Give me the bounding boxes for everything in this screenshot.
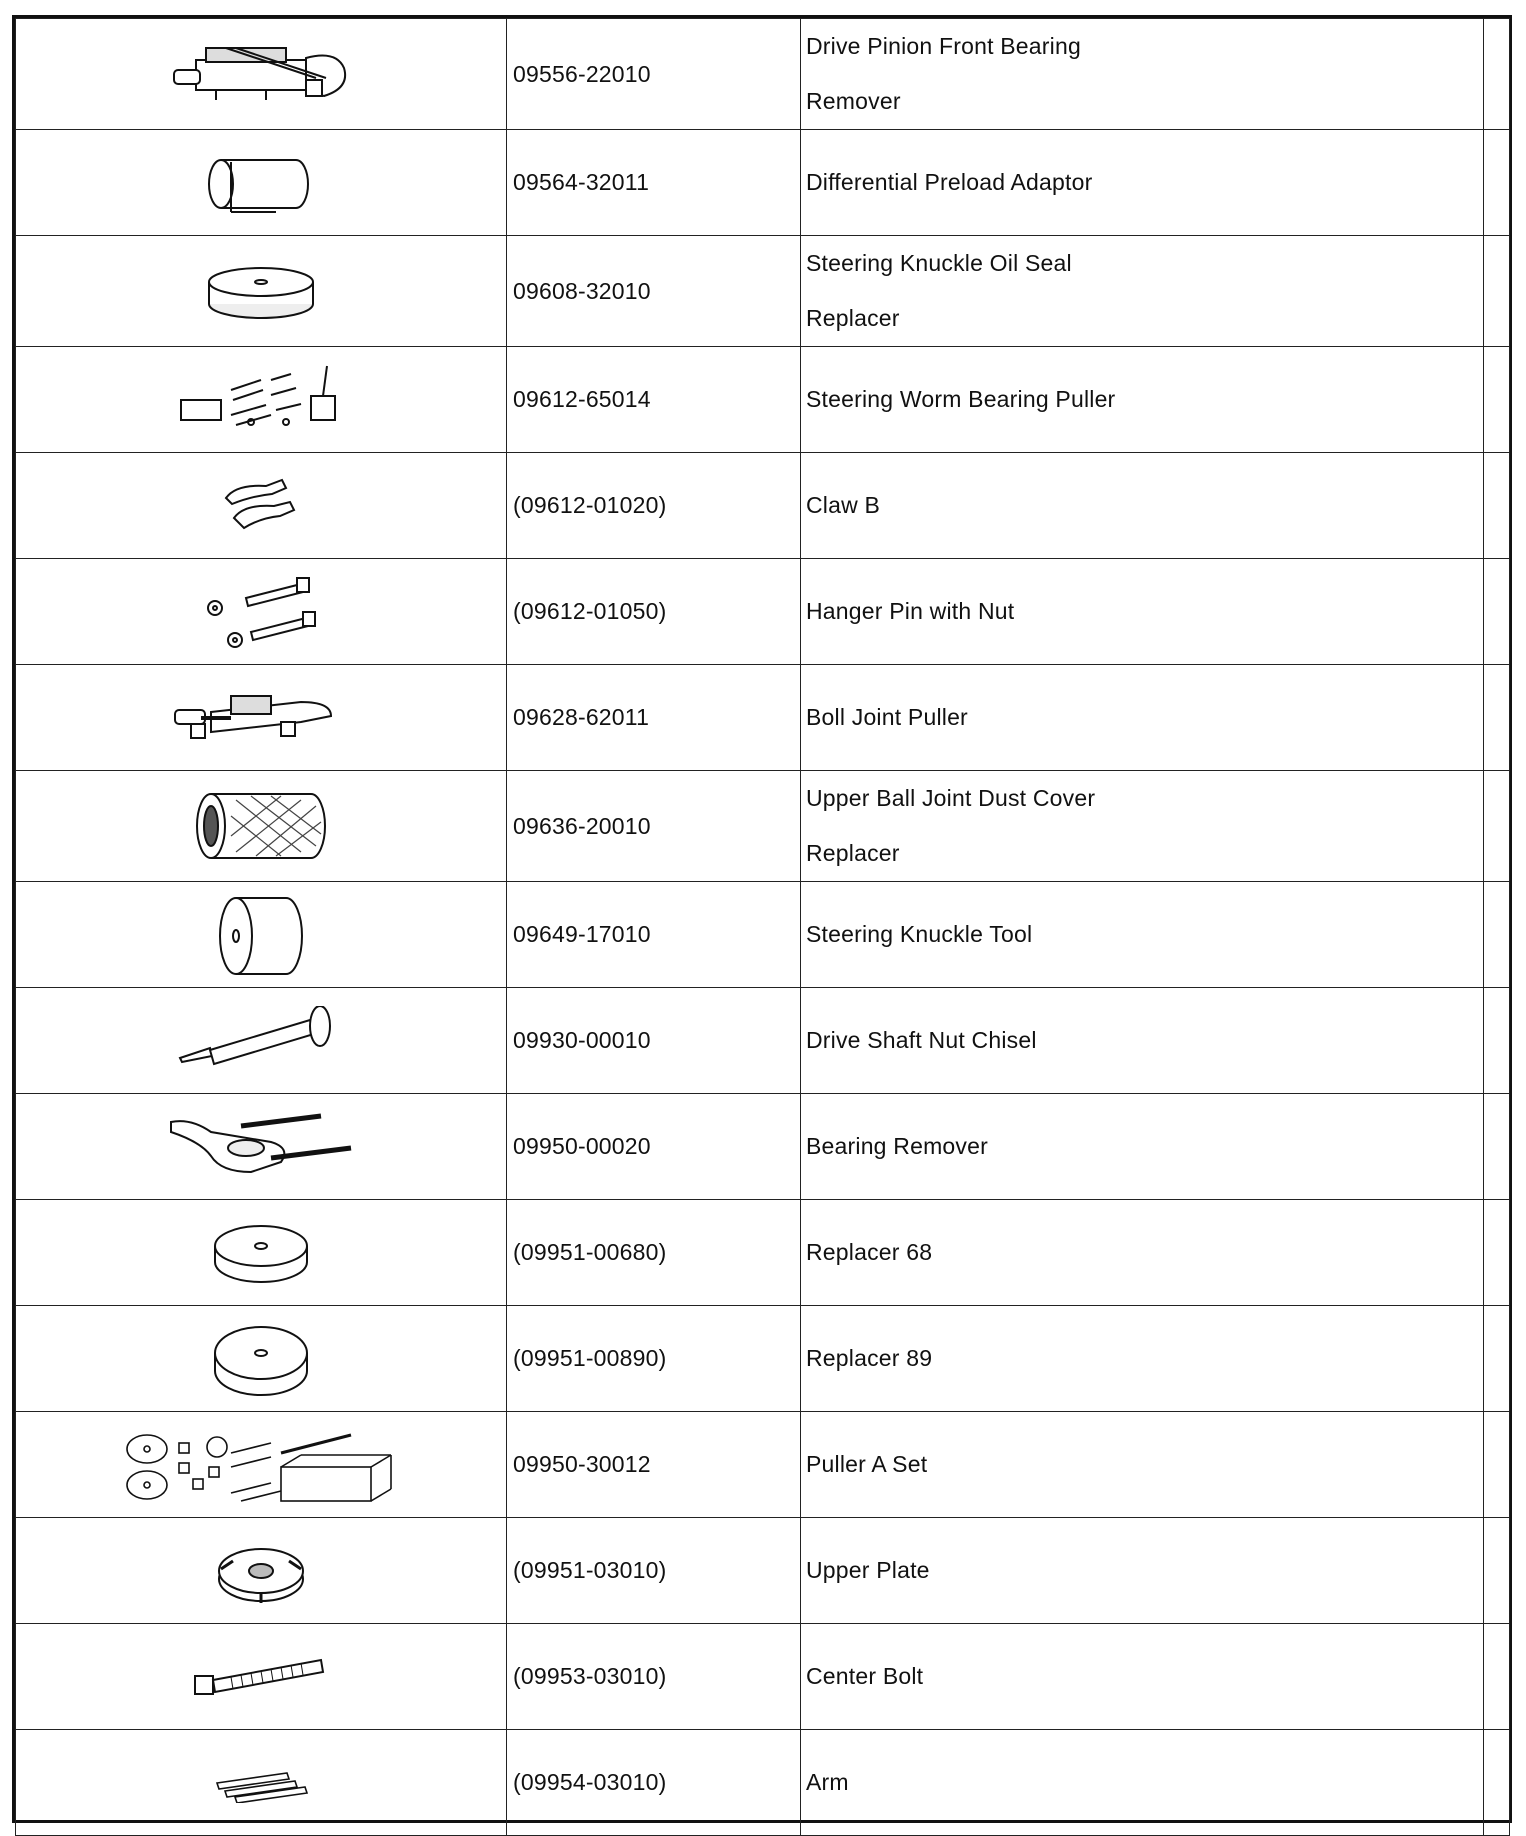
part-number: (09951-00890) — [507, 1306, 801, 1412]
note-cell — [1484, 1200, 1510, 1306]
part-number: 09628-62011 — [507, 665, 801, 771]
table-row — [16, 1412, 1510, 1518]
note-cell — [1484, 347, 1510, 453]
bearing-remover-clamp-icon — [166, 38, 356, 110]
part-number: (09612-01020) — [507, 453, 801, 559]
illustration-cell — [16, 1730, 507, 1836]
tool-name: Boll Joint Puller — [801, 665, 1484, 771]
chisel-icon — [176, 1006, 346, 1076]
note-cell — [1484, 1518, 1510, 1624]
table-row — [16, 453, 1510, 559]
tool-name: Steering Worm Bearing Puller — [801, 347, 1484, 453]
table-row — [16, 559, 1510, 665]
hanger-pin-nut-icon — [201, 574, 321, 650]
tool-name: Center Bolt — [801, 1624, 1484, 1730]
tool-name: Arm — [801, 1730, 1484, 1836]
center-bolt-icon — [191, 1652, 331, 1702]
illustration-cell — [16, 236, 507, 347]
illustration-cell — [16, 1624, 507, 1730]
table-row — [16, 1624, 1510, 1730]
part-number: 09556-22010 — [507, 19, 801, 130]
part-number: (09951-03010) — [507, 1518, 801, 1624]
part-number: 09649-17010 — [507, 882, 801, 988]
note-cell — [1484, 1306, 1510, 1412]
tool-name: Drive Shaft Nut Chisel — [801, 988, 1484, 1094]
knuckle-tool-cylinder-icon — [206, 890, 316, 980]
illustration-cell — [16, 130, 507, 236]
part-number: 09564-32011 — [507, 130, 801, 236]
illustration-cell — [16, 1306, 507, 1412]
illustration-cell — [16, 665, 507, 771]
note-cell — [1484, 665, 1510, 771]
note-cell — [1484, 19, 1510, 130]
table-row — [16, 1094, 1510, 1200]
puller-set-kit-icon — [121, 1423, 401, 1507]
note-cell — [1484, 236, 1510, 347]
illustration-cell — [16, 19, 507, 130]
tool-name: Differential Preload Adaptor — [801, 130, 1484, 236]
part-number: 09608-32010 — [507, 236, 801, 347]
illustration-cell — [16, 1518, 507, 1624]
illustration-cell — [16, 1094, 507, 1200]
part-number: 09612-65014 — [507, 347, 801, 453]
note-cell — [1484, 988, 1510, 1094]
ball-joint-puller-icon — [171, 682, 351, 754]
note-cell — [1484, 1624, 1510, 1730]
tool-name: Hanger Pin with Nut — [801, 559, 1484, 665]
worm-bearing-puller-kit-icon — [171, 360, 351, 440]
table-row — [16, 1518, 1510, 1624]
replacer-disc-large-icon — [206, 1319, 316, 1399]
illustration-cell — [16, 988, 507, 1094]
part-number: 09930-00010 — [507, 988, 801, 1094]
illustration-cell — [16, 882, 507, 988]
table-row — [16, 1200, 1510, 1306]
tool-name: Claw B — [801, 453, 1484, 559]
table-row — [16, 1306, 1510, 1412]
table-row — [16, 130, 1510, 236]
arm-icon — [211, 1763, 311, 1803]
note-cell — [1484, 130, 1510, 236]
part-number: 09950-30012 — [507, 1412, 801, 1518]
part-number: (09612-01050) — [507, 559, 801, 665]
tool-name: Steering Knuckle Tool — [801, 882, 1484, 988]
part-number: (09953-03010) — [507, 1624, 801, 1730]
tool-name: Upper Plate — [801, 1518, 1484, 1624]
illustration-cell — [16, 1200, 507, 1306]
part-number: (09951-00680) — [507, 1200, 801, 1306]
illustration-cell — [16, 453, 507, 559]
knurled-cylinder-icon — [181, 786, 341, 866]
table-row — [16, 988, 1510, 1094]
table-row — [16, 1730, 1510, 1836]
preload-adaptor-sleeve-icon — [191, 148, 331, 218]
note-cell — [1484, 559, 1510, 665]
illustration-cell — [16, 771, 507, 882]
table-row — [16, 665, 1510, 771]
part-number: 09636-20010 — [507, 771, 801, 882]
tools-table — [15, 18, 1510, 1836]
claw-icon — [216, 474, 306, 538]
bearing-remover-arm-icon — [161, 1112, 361, 1182]
tool-name: Steering Knuckle Oil Seal Replacer — [801, 236, 1484, 347]
illustration-cell — [16, 347, 507, 453]
part-number: (09954-03010) — [507, 1730, 801, 1836]
special-service-tools-table — [12, 15, 1512, 1823]
note-cell — [1484, 1730, 1510, 1836]
table-row — [16, 19, 1510, 130]
replacer-disc-small-icon — [206, 1218, 316, 1288]
oil-seal-replacer-disc-icon — [191, 256, 331, 326]
note-cell — [1484, 882, 1510, 988]
tool-name: Bearing Remover — [801, 1094, 1484, 1200]
part-number: 09950-00020 — [507, 1094, 801, 1200]
upper-plate-icon — [211, 1531, 311, 1611]
table-row — [16, 771, 1510, 882]
tool-name: Replacer 68 — [801, 1200, 1484, 1306]
illustration-cell — [16, 559, 507, 665]
tool-name: Drive Pinion Front Bearing Remover — [801, 19, 1484, 130]
note-cell — [1484, 1094, 1510, 1200]
table-row — [16, 347, 1510, 453]
note-cell — [1484, 771, 1510, 882]
illustration-cell — [16, 1412, 507, 1518]
tool-name: Puller A Set — [801, 1412, 1484, 1518]
table-row — [16, 882, 1510, 988]
note-cell — [1484, 1412, 1510, 1518]
tool-name: Upper Ball Joint Dust Cover Replacer — [801, 771, 1484, 882]
table-row — [16, 236, 1510, 347]
note-cell — [1484, 453, 1510, 559]
tool-name: Replacer 89 — [801, 1306, 1484, 1412]
